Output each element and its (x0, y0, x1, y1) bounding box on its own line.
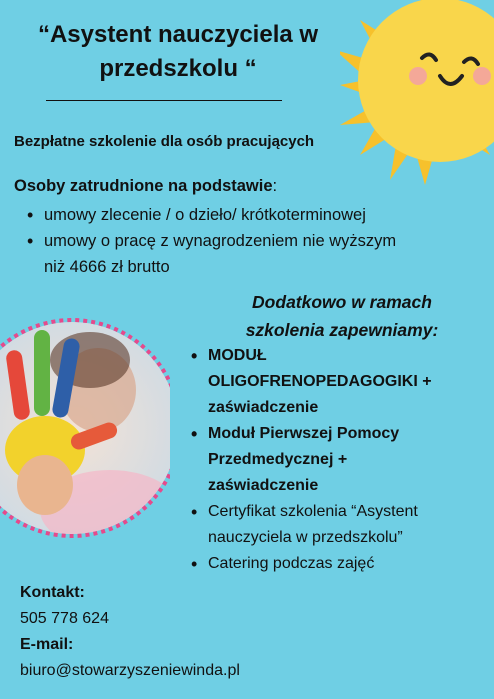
smiling-sun-icon (340, 0, 494, 200)
list-item (188, 343, 488, 421)
painted-hand-photo (0, 310, 170, 546)
title-line-2: przedszkolu “ (99, 55, 257, 82)
list-item (188, 551, 488, 577)
employment-list (24, 202, 486, 280)
employed-heading (14, 177, 277, 196)
list-item-text: Przedmedycznej + (208, 451, 348, 468)
list-item-text: MODUŁ (208, 347, 267, 364)
subtitle: Bezpłatne szkolenie dla osób pracujących (14, 133, 315, 150)
contact-email[interactable]: biuro@stowarzyszeniewinda.pl (20, 662, 240, 679)
list-item-text: OLIGOFRENOPEDAGOGIKI + (208, 373, 432, 390)
list-item-text: Certyfikat szkolenia “Asystent (208, 503, 418, 520)
contact-block (20, 580, 240, 684)
list-item-text: umowy o pracę z wynagrodzeniem nie wyższym (44, 232, 397, 250)
list-item (188, 499, 488, 551)
list-item-text: niż 4666 zł brutto (44, 258, 170, 276)
employed-heading-colon: : (272, 177, 278, 195)
title-divider (46, 100, 282, 101)
title-line-1: “Asystent nauczyciela w (37, 21, 319, 48)
extras-heading (212, 288, 472, 344)
page-title (8, 18, 348, 86)
contact-label: Kontakt: (20, 584, 85, 601)
contact-phone[interactable]: 505 778 624 (20, 610, 109, 627)
list-item (188, 421, 488, 499)
list-item-text: zaświadczenie (208, 477, 319, 494)
list-item-text: zaświadczenie (208, 399, 319, 416)
list-item (24, 202, 486, 228)
list-item-text: Moduł Pierwszej Pomocy (208, 425, 400, 442)
list-item-text: Catering podczas zajęć (208, 555, 375, 572)
list-item-text: umowy zlecenie / o dzieło/ krótkoterminowej (44, 206, 366, 224)
email-label: E-mail: (20, 636, 74, 653)
extras-list (188, 343, 488, 577)
employed-heading-text: Osoby zatrudnione na podstawie (14, 177, 273, 195)
list-item-text: nauczyciela w przedszkolu” (208, 529, 403, 546)
list-item (24, 228, 486, 280)
extras-heading-line-1: Dodatkowo w ramach (252, 292, 432, 312)
extras-heading-line-2: szkolenia zapewniamy: (245, 320, 439, 340)
